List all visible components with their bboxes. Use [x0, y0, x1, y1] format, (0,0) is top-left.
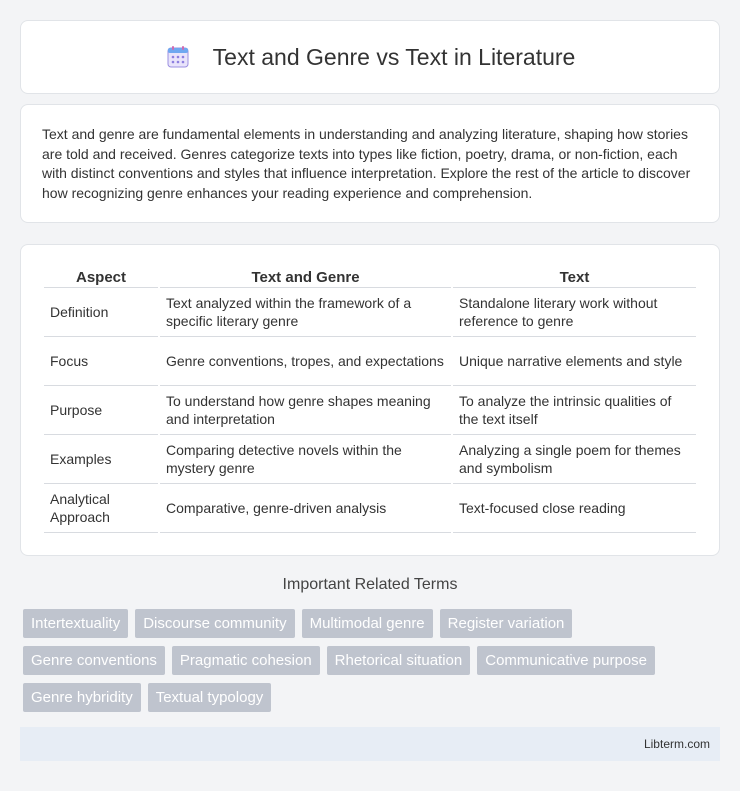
related-terms-heading: Important Related Terms [282, 576, 458, 593]
table-cell: Definition [44, 288, 158, 337]
related-terms-section [20, 576, 720, 712]
table-cell: Analyzing a single poem for themes and symbolism [453, 435, 696, 484]
related-term-tag[interactable]: Discourse community [135, 609, 294, 638]
table-cell: Text analyzed within the framework of a specific literary genre [160, 288, 451, 337]
table-cell: To understand how genre shapes meaning and interpretation [160, 386, 451, 435]
calendar-icon [165, 44, 191, 70]
table-row [44, 288, 696, 337]
intro-card [20, 104, 720, 223]
table-cell: Unique narrative elements and style [453, 337, 696, 386]
related-term-tag[interactable]: Communicative purpose [477, 646, 655, 675]
table-cell: Comparative, genre-driven analysis [160, 484, 451, 533]
comparison-table [42, 265, 698, 533]
table-row [44, 484, 696, 533]
related-term-tag[interactable]: Pragmatic cohesion [172, 646, 320, 675]
table-cell: Purpose [44, 386, 158, 435]
table-cell: Analytical Approach [44, 484, 158, 533]
footer-site-link[interactable]: Libterm.com [643, 737, 710, 751]
table-cell: Focus [44, 337, 158, 386]
table-header-row [44, 265, 696, 288]
page-title: Text and Genre vs Text in Literature [212, 43, 576, 70]
comparison-table-card [20, 244, 720, 556]
header-aspect: Aspect [44, 265, 158, 288]
table-cell: Genre conventions, tropes, and expectations [160, 337, 451, 386]
table-row [44, 337, 696, 386]
header-text-and-genre: Text and Genre [160, 265, 451, 288]
related-term-tag[interactable]: Genre hybridity [23, 683, 141, 712]
footer [20, 727, 720, 761]
related-term-tag[interactable]: Multimodal genre [302, 609, 433, 638]
related-terms-list [20, 609, 720, 712]
table-row [44, 386, 696, 435]
header-text: Text [453, 265, 696, 288]
related-term-tag[interactable]: Textual typology [148, 683, 272, 712]
related-term-tag[interactable]: Register variation [440, 609, 573, 638]
table-cell: To analyze the intrinsic qualities of the text itself [453, 386, 696, 435]
title-card [20, 20, 720, 94]
related-term-tag[interactable]: Rhetorical situation [327, 646, 471, 675]
table-cell: Standalone literary work without reference to genre [453, 288, 696, 337]
table-row [44, 435, 696, 484]
intro-text: Text and genre are fundamental elements in understanding and analyzing literature, shaping how stories are told and received. Genres categorize texts into types like fiction, poetry, drama, or non-fiction, each with distinct conventions and styles that influence interpretation. Explore the rest of the article to discover how recognizing genre enhances your reading experience and comprehension. [42, 126, 691, 201]
table-cell: Examples [44, 435, 158, 484]
table-cell: Comparing detective novels within the mystery genre [160, 435, 451, 484]
table-cell: Text-focused close reading [453, 484, 696, 533]
related-term-tag[interactable]: Genre conventions [23, 646, 165, 675]
related-term-tag[interactable]: Intertextuality [23, 609, 128, 638]
